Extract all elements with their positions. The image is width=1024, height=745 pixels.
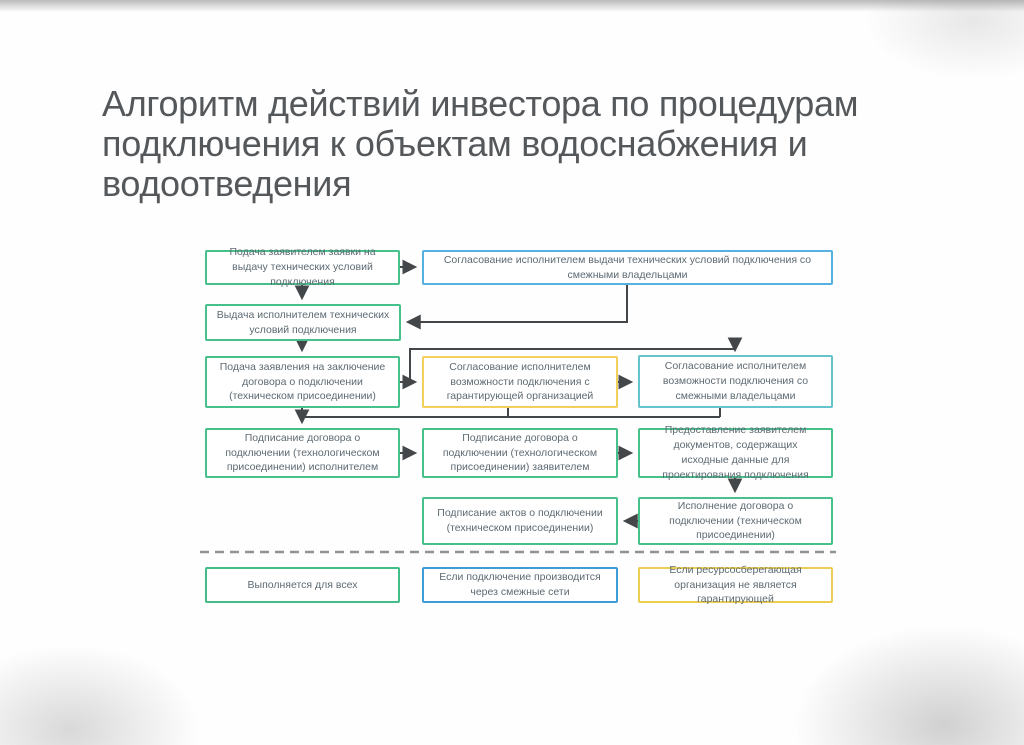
node-execute-contract: Исполнение договора о подключении (техническом присоединении): [638, 497, 833, 545]
legend-non-guarantor-org: Если ресурсосберегающая организация не является гарантирующей: [638, 567, 833, 603]
node-approve-tu-adjacent-owners: Согласование исполнителем выдачи технических условий подключения со смежными владельцами: [422, 250, 833, 285]
node-submit-contract-application: Подача заявления на заключение договора о подключении (техническом присоединении): [205, 356, 400, 408]
node-provide-design-documents: Предоставление заявителем документов, содержащих исходные данные для проектирования подключения: [638, 428, 833, 478]
node-approve-adjacent-owners: Согласование исполнителем возможности подключения со смежными владельцами: [638, 355, 833, 408]
page-title: Алгоритм действий инвестора по процедурам подключения к объектам водоснабжения и водоотведения: [102, 83, 859, 204]
node-approve-guarantor-org: Согласование исполнителем возможности подключения с гарантирующей организацией: [422, 356, 618, 408]
node-sign-contract-applicant: Подписание договора о подключении (технологическом присоединении) заявителем: [422, 428, 618, 478]
legend-adjacent-networks: Если подключение производится через смежные сети: [422, 567, 618, 603]
node-issue-tu: Выдача исполнителем технических условий подключения: [205, 304, 401, 341]
node-sign-connection-acts: Подписание актов о подключении (техническом присоединении): [422, 497, 618, 545]
node-sign-contract-executor: Подписание договора о подключении (технологическом присоединении) исполнителем: [205, 428, 400, 478]
node-submit-tu-request: Подача заявителем заявки на выдачу технических условий подключения: [205, 250, 400, 285]
legend-all: Выполняется для всех: [205, 567, 400, 603]
